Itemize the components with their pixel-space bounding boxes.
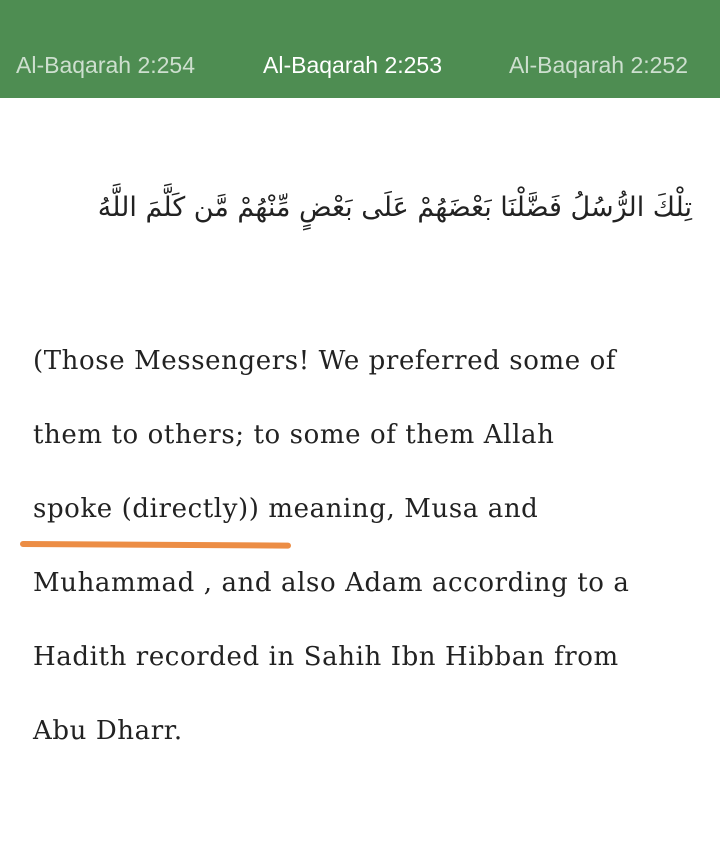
tab-previous-verse[interactable]: Al-Baqarah 2:254 (16, 52, 196, 78)
translation-line: (Those Messengers! We preferred some of (33, 346, 617, 376)
surah-tab-bar (0, 0, 720, 98)
translation-line: Abu Dharr. (33, 716, 183, 746)
tab-current-verse[interactable]: Al-Baqarah 2:253 (263, 52, 443, 78)
translation-line: Muhammad , and also Adam according to a (33, 568, 630, 598)
arabic-verse-text: تِلْكَ الرُّسُلُ فَضَّلْنَا بَعْضَهُمْ عَلَى بَعْضٍ مِّنْهُمْ مَّن كَلَّمَ اللَّهُ (97, 192, 692, 223)
translation-line: spoke (directly)) meaning, Musa and (33, 494, 539, 524)
translation-line: them to others; to some of them Allah (33, 420, 555, 450)
translation-line: Hadith recorded in Sahih Ibn Hibban from (33, 642, 619, 672)
tab-next-verse[interactable]: Al-Baqarah 2:252 (509, 52, 689, 78)
